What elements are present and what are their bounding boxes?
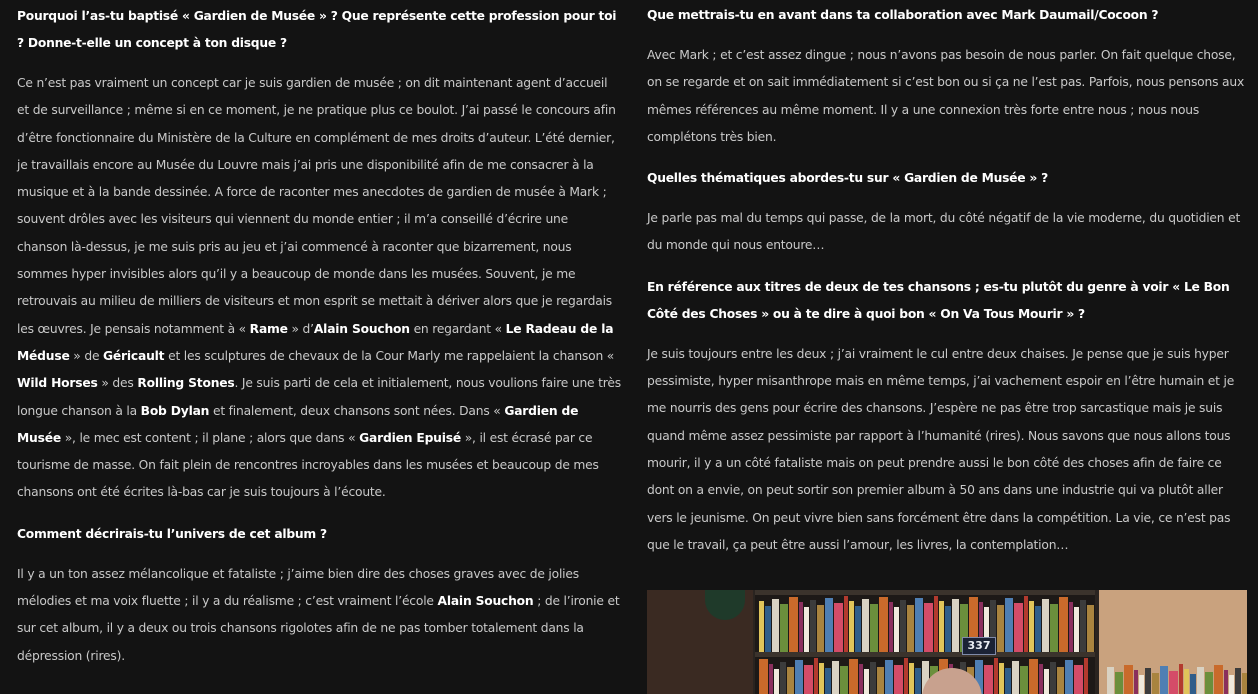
book-spine	[1190, 674, 1196, 694]
book-spine	[859, 664, 863, 694]
question-themes: Quelles thématiques abordes-tu sur « Gardien de Musée » ?	[647, 171, 1048, 186]
book-spine	[952, 599, 959, 652]
book-spine	[840, 666, 848, 694]
book-spine	[814, 658, 818, 694]
answer-themes: Je parle pas mal du temps qui passe, de la mort, du côté négatif de la vie moderne, du quotidien et du monde qui nous entoure…	[647, 211, 1241, 253]
answer-good-side: Je suis toujours entre les deux ; j’ai vraiment le cul entre deux chaises. Je pense que je suis hyper pessimiste, hyper misanthrope mais en même temps, j’ai vachement espoir en l’être humain et je me nourris des gens pour écrire des chansons. J’espère ne pas être trop sarcastique mais je suis quand même assez pessimiste par rapport à l’humanité (rires). Nous savons que nous allons tous mourir, il y a un côté fataliste mais on peut prendre aussi le bon côté des choses afin de faire ce dont on a envie, on peut sortir son premier album à 50 ans dans une industrie qui va plutôt aller vers le jeunisme. On peut vivre bien sans forcément être dans la compétition. La vie, ce n’est pas que le travail, ça peut être aussi l’amour, les livres, la contemplation…	[647, 346, 1235, 552]
book-spine	[915, 598, 923, 652]
book-spine	[945, 606, 951, 652]
book-spine	[1042, 599, 1049, 652]
book-spine	[870, 662, 876, 694]
book-spine	[1205, 672, 1213, 694]
book-spine	[1242, 673, 1247, 694]
book-spine	[1087, 605, 1094, 652]
book-spine	[769, 664, 773, 694]
book-spine	[915, 668, 921, 694]
book-spine	[849, 659, 858, 694]
book-spine	[759, 659, 768, 694]
book-spine	[817, 605, 824, 652]
question-collaboration: Que mettrais-tu en avant dans ta collaboration avec Mark Daumail/Cocoon ?	[647, 8, 1159, 22]
book-spine	[864, 669, 869, 694]
bold-reference: Bob Dylan	[140, 403, 210, 418]
photo-center-panel	[755, 590, 1095, 694]
book-spine	[1024, 596, 1028, 652]
book-spine	[1179, 664, 1183, 694]
book-spine	[799, 602, 803, 652]
answer-collaboration: Avec Mark ; et c’est assez dingue ; nous n’avons pas besoin de nous parler. On fait quelque chose, on se regarde et on sait immédiatement si c’est bon ou si ça ne l’est pas. Parfois, nous pensons aux mêmes références au même moment. Il y a une connexion très forte entre nous ; nous nous complétons très bien.	[647, 48, 1245, 144]
book-spine	[1069, 602, 1073, 652]
photo-right-panel	[1099, 590, 1247, 694]
book-spine	[1050, 604, 1058, 652]
book-spine	[1107, 667, 1114, 694]
book-spine	[934, 596, 938, 652]
book-spine	[819, 663, 824, 694]
book-spine	[759, 601, 764, 652]
number-sign: 337	[962, 637, 996, 655]
left-column	[17, 0, 621, 670]
book-spine	[994, 658, 998, 694]
book-spine	[1074, 607, 1079, 652]
book-spine	[1035, 606, 1041, 652]
book-row	[1107, 594, 1243, 694]
book-spine	[855, 606, 861, 652]
book-spine	[939, 601, 944, 652]
book-spine	[804, 607, 809, 652]
book-spine	[804, 665, 813, 694]
book-spine	[810, 600, 816, 652]
answer-museum-guardian: Ce n’est pas vraiment un concept car je suis gardien de musée ; on dit maintenant agent d’accueil et de surveillance ; même si en ce moment, je ne pratique plus ce boulot. J’ai passé le concours afin d’être fonctionnaire du Ministère de la Culture en complément de mes droits d’auteur. L’été dernier, je travaillais encore au Musée du Louvre mais j’ai pris une disponibilité afin de me consacrer à la musique et à la bande dessinée. A force de raconter mes anecdotes de gardien de musée à Mark ; souvent drôles avec les visiteurs qui viennent du monde entier ; il m’a conseillé d’écrire une chanson là-dessus, je me suis pris au jeu et j’ai commencé à raconter que bizarrement, nous sommes hyper invisibles alors qu’il y a beaucoup de monde dans les musées. Souvent, je me retrouvais au milieu de milliers de visiteurs et mon esprit se mettait à dériver alors que je regardais les œuvres. Je pensais notamment à « Rame » d’Alain Souchon en regardant « Le Radeau de la Méduse » de Géricault et les sculptures de chevaux de la Cour Marly me rappelaient la chanson « Wild Horses » des Rolling Stones. Je suis parti de cela et initialement, nous voulions faire une très longue chanson à la Bob Dylan et finalement, deux chansons sont nées. Dans « Gardien de Musée », le mec est content ; il plane ; alors que dans « Gardien Epuisé », il est écrasé par ce tourisme de masse. On fait plein de rencontres incroyables dans les musées et beaucoup de mes chansons ont été écrites là-bas car je suis toujours à l’écoute.	[17, 76, 621, 500]
book-spine	[1145, 668, 1151, 694]
book-spine	[1005, 598, 1013, 652]
book-spine	[1059, 597, 1068, 652]
book-spine	[787, 667, 794, 694]
book-spine	[1012, 661, 1019, 694]
right-column	[647, 0, 1247, 559]
question-album-universe: Comment décrirais-tu l’univers de cet album ?	[17, 526, 327, 541]
book-spine	[1044, 669, 1049, 694]
book-spine	[780, 604, 788, 652]
book-spine	[894, 665, 903, 694]
question-museum-guardian: Pourquoi l’as-tu baptisé « Gardien de Musée » ? Que représente cette profession pour toi ? Donne-t-elle un concept à ton disque ?	[17, 9, 617, 50]
book-spine	[1065, 660, 1073, 694]
bold-reference: Alain Souchon	[313, 321, 410, 336]
book-spine	[879, 597, 888, 652]
book-spine	[1115, 672, 1123, 694]
book-spine	[1197, 667, 1204, 694]
book-spine	[1074, 665, 1083, 694]
book-spine	[894, 607, 899, 652]
bold-reference: Alain Souchon	[437, 594, 534, 609]
book-row	[759, 596, 1089, 652]
book-spine	[1014, 603, 1023, 652]
book-spine	[1039, 664, 1043, 694]
book-spine	[849, 601, 854, 652]
book-spine	[825, 598, 833, 652]
bold-reference: Le Radeau de la Méduse	[17, 321, 614, 363]
bold-reference: Wild Horses	[17, 376, 98, 391]
book-spine	[825, 668, 831, 694]
book-spine	[834, 603, 843, 652]
book-spine	[1124, 665, 1133, 694]
book-spine	[795, 660, 803, 694]
book-spine	[909, 663, 914, 694]
book-spine	[1084, 658, 1088, 694]
book-spine	[844, 596, 848, 652]
book-spine	[900, 600, 906, 652]
question-good-side: En référence aux titres de deux de tes chansons ; es-tu plutôt du genre à voir « Le Bon Côté des Choses » ou à te dire à quoi bon « On Va Tous Mourir » ?	[647, 279, 1230, 321]
book-spine	[984, 665, 993, 694]
book-spine	[889, 602, 893, 652]
book-spine	[1029, 601, 1034, 652]
book-spine	[1184, 669, 1189, 694]
book-spine	[1029, 659, 1038, 694]
book-spine	[832, 661, 839, 694]
book-spine	[1139, 675, 1144, 694]
book-spine	[870, 604, 878, 652]
book-spine	[997, 605, 1004, 652]
book-spine	[1229, 675, 1234, 694]
book-spine	[1235, 668, 1241, 694]
photo-left-panel	[647, 590, 753, 694]
book-spine	[765, 606, 771, 652]
bold-reference: Géricault	[103, 348, 165, 363]
book-spine	[1169, 671, 1178, 694]
book-spine	[862, 599, 869, 652]
book-spine	[780, 662, 786, 694]
bookshelf-photo	[647, 590, 1247, 694]
book-spine	[774, 669, 779, 694]
book-spine	[1080, 600, 1086, 652]
bold-reference: Rolling Stones	[137, 376, 235, 391]
bold-reference: Gardien Epuisé	[359, 430, 462, 445]
book-spine	[1214, 665, 1223, 694]
book-spine	[1020, 666, 1028, 694]
book-spine	[885, 660, 893, 694]
bold-reference: Rame	[249, 321, 288, 336]
book-spine	[1050, 662, 1056, 694]
book-spine	[772, 599, 779, 652]
book-spine	[1005, 668, 1011, 694]
bold-reference: Gardien de Musée	[17, 403, 579, 445]
answer-album-universe: Il y a un ton assez mélancolique et fataliste ; j’aime bien dire des choses graves avec de jolies mélodies et ma voix fluette ; il y a du réalisme ; c’est vraiment l’école Alain Souchon ; de l’ironie et sur cet album, il y a deux ou trois chansons rigolotes afin de ne pas tomber totalement dans la dépression (rires).	[17, 566, 620, 663]
book-spine	[924, 603, 933, 652]
book-spine	[904, 658, 908, 694]
book-spine	[1224, 670, 1228, 694]
book-spine	[1134, 670, 1138, 694]
book-spine	[1057, 667, 1064, 694]
book-spine	[877, 667, 884, 694]
book-spine	[789, 597, 798, 652]
book-spine	[1152, 673, 1159, 694]
lamp-shade	[705, 590, 745, 620]
book-spine	[907, 605, 914, 652]
book-spine	[1160, 666, 1168, 694]
book-spine	[999, 663, 1004, 694]
